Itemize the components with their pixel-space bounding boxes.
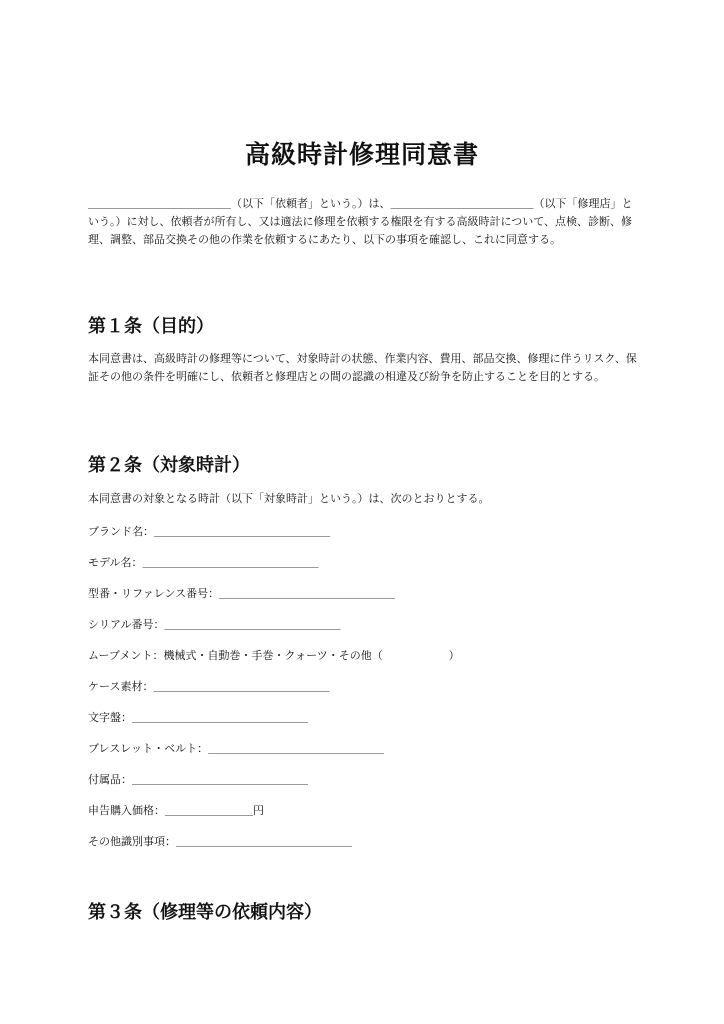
field-bracelet-belt: ブレスレット・ベルト：＿＿＿＿＿＿＿＿＿＿＿＿＿＿＿＿ <box>88 742 385 755</box>
document-title: 高級時計修理同意書 <box>244 139 479 169</box>
field-accessories: 付属品：＿＿＿＿＿＿＿＿＿＿＿＿＿＿＿＿ <box>88 773 308 786</box>
field-serial-number: シリアル番号：＿＿＿＿＿＿＿＿＿＿＿＿＿＿＿＿ <box>88 618 341 631</box>
article-1-heading: 第１条（目的） <box>88 316 214 337</box>
article-2-heading: 第２条（対象時計） <box>88 455 250 476</box>
field-brand-name: ブランド名：＿＿＿＿＿＿＿＿＿＿＿＿＿＿＿＿ <box>88 525 330 538</box>
article-1-body: 本同意書は、高級時計の修理等について、対象時計の状態、作業内容、費用、部品交換、修理に伴うリスク、保証その他の条件を明確にし、依頼者と修理店との間の認識の相違及び紛争を防止することを目的とする。 <box>88 352 637 383</box>
article-3-heading: 第３条（修理等の依頼内容） <box>88 902 322 923</box>
field-declared-price: 申告購入価格：＿＿＿＿＿＿＿＿円 <box>88 804 264 817</box>
field-dial: 文字盤：＿＿＿＿＿＿＿＿＿＿＿＿＿＿＿＿ <box>88 711 308 724</box>
field-movement: ムーブメント：機械式・自動巻・手巻・クォーツ・その他（ ） <box>88 649 460 662</box>
field-model-name: モデル名：＿＿＿＿＿＿＿＿＿＿＿＿＿＿＿＿ <box>88 556 319 569</box>
intro-paragraph: ＿＿＿＿＿＿＿＿＿＿＿＿＿（以下「依頼者」という。）は、＿＿＿＿＿＿＿＿＿＿＿＿＿（以下「修理店」という。）に対し、依頼者が所有し、又は適法に修理を依頼する権限を有する高級時計について、点検、診断、修理、調整、部品交換その他の作業を依頼するにあたり、以下の事項を確認し、これに同意する。 <box>88 197 633 246</box>
article-2-intro: 本同意書の対象となる時計（以下「対象時計」という。）は、次のとおりとする。 <box>88 492 490 505</box>
field-other-identifiers: その他識別事項：＿＿＿＿＿＿＿＿＿＿＿＿＿＿＿＿ <box>88 835 352 848</box>
field-case-material: ケース素材：＿＿＿＿＿＿＿＿＿＿＿＿＿＿＿＿ <box>88 680 330 693</box>
field-reference-number: 型番・リファレンス番号：＿＿＿＿＿＿＿＿＿＿＿＿＿＿＿＿ <box>88 587 396 600</box>
